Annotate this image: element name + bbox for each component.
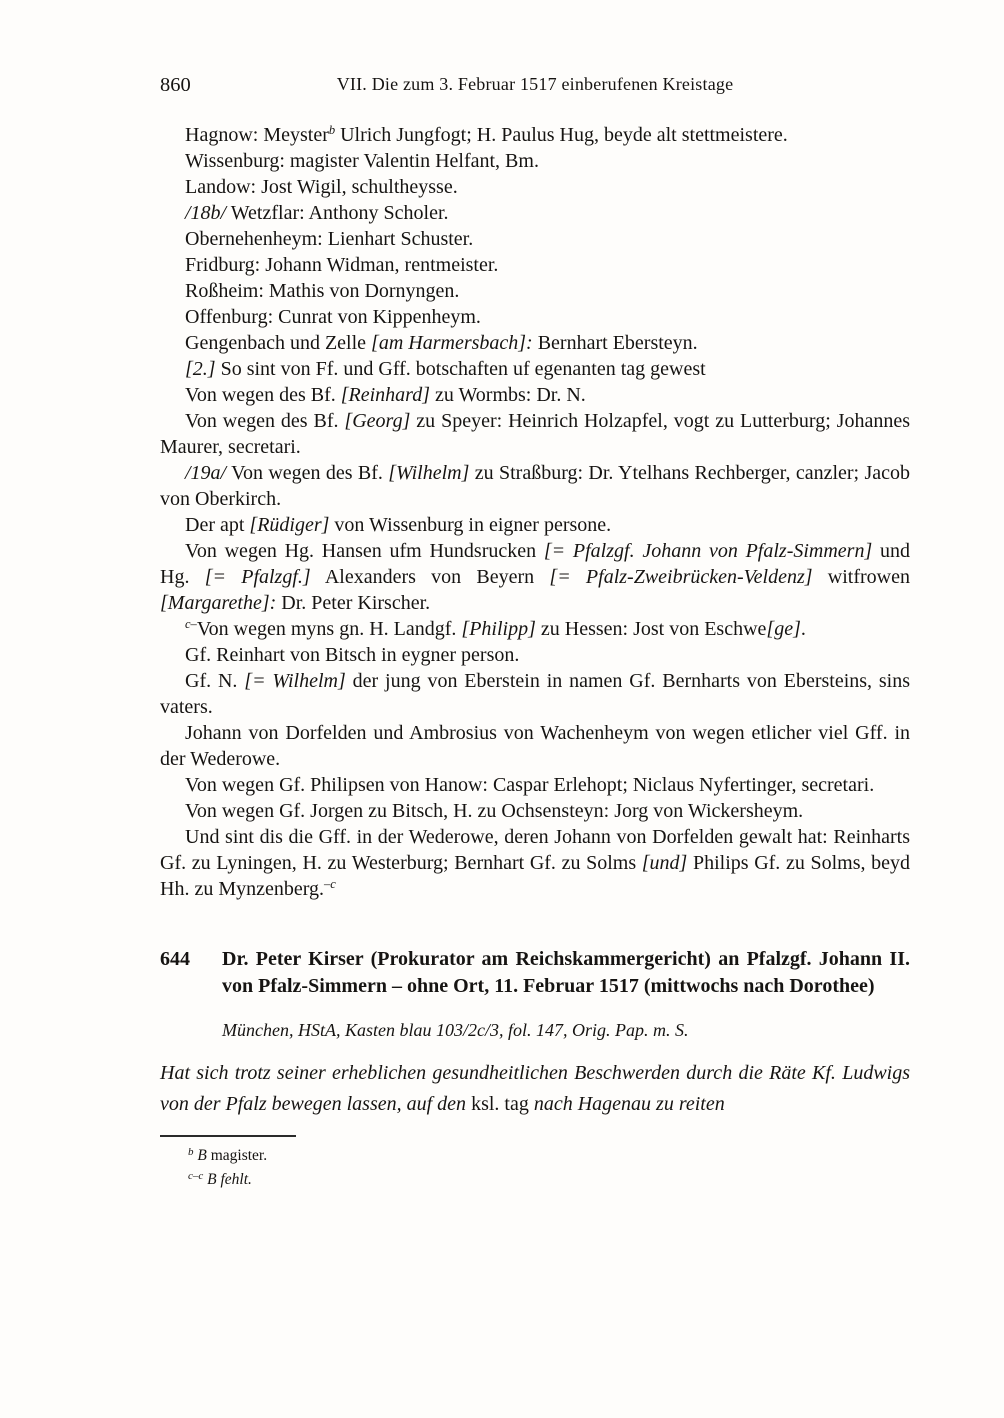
text-segment: Alexanders von Beyern [310, 566, 550, 588]
text-segment: Johann von Dorfelden und Ambrosius von Wachenheym von wegen etlicher viel Gff. in der Wederowe. [160, 722, 910, 770]
text-segment: Hagnow: Meyster [185, 124, 329, 146]
footnote-list [160, 1144, 910, 1192]
text-segment: B [197, 1147, 207, 1164]
text-segment: So sint von Ff. und Gff. botschaften uf egenanten tag gewest [215, 358, 706, 380]
entry-title: Dr. Peter Kirser (Prokurator am Reichskammergericht) an Pfalzgf. Johann II. von Pfalz-Simmern – ohne Ort, 11. Februar 1517 (mittwochs nach Dorothee) [222, 948, 910, 997]
paragraph [160, 772, 910, 798]
text-segment: magister. [206, 1147, 268, 1164]
text-segment: /19a/ [185, 462, 227, 484]
text-segment: Von wegen des Bf. [185, 410, 345, 432]
text-segment: [ge] [766, 618, 801, 640]
paragraph [160, 824, 910, 902]
text-segment: und Hg. [160, 540, 911, 588]
paragraph [160, 200, 910, 226]
text-segment: [= Pfalzgf.] [204, 566, 311, 588]
text-segment: Wetzflar: Anthony Scholer. [226, 202, 449, 224]
paragraph [160, 148, 910, 174]
paragraph [160, 512, 910, 538]
text-segment: Landow: Jost Wigil, schultheysse. [185, 176, 458, 198]
entry-summary [160, 1058, 910, 1120]
text-segment: [2.] [185, 358, 216, 380]
text-segment: Offenburg: Cunrat von Kippenheym. [185, 306, 481, 328]
text-segment: [= Wilhelm] [244, 670, 346, 692]
page-number: 860 [160, 74, 191, 96]
footnote-marker: b [188, 1146, 194, 1158]
text-segment: Von wegen des Bf. [185, 384, 341, 406]
footnote [188, 1168, 910, 1192]
text-segment: Fridburg: Johann Widman, rentmeister. [185, 254, 499, 276]
text-segment: [Rüdiger] [249, 514, 330, 536]
paragraph [160, 278, 910, 304]
entry-number: 644 [160, 948, 190, 970]
text-segment: Gf. Reinhart von Bitsch in eygner person. [185, 644, 520, 666]
text-segment: [am Harmersbach]: [371, 332, 533, 354]
text-segment: [Philipp] [461, 618, 536, 640]
text-segment: [Margarethe]: [160, 592, 277, 614]
text-segment: [= Pfalz-Zweibrücken-Veldenz] [549, 566, 813, 588]
footnotes-section [160, 1135, 910, 1192]
paragraph [160, 252, 910, 278]
body-text [160, 122, 910, 902]
paragraph [160, 330, 910, 356]
text-segment: . [800, 618, 806, 640]
footnote-marker: c–c [188, 1170, 204, 1182]
entry-source-citation: München, HStA, Kasten blau 103/2c/3, fol. 147, Orig. Pap. m. S. [222, 1020, 689, 1040]
page-header [160, 74, 910, 102]
text-segment: Obernehenheym: Lienhart Schuster. [185, 228, 474, 250]
footnote-ref: b [328, 123, 336, 137]
paragraph [160, 304, 910, 330]
text-segment: zu Hessen: Jost von Eschwe [535, 618, 767, 640]
paragraph [160, 720, 910, 772]
text-segment: ksl. tag [471, 1093, 534, 1115]
entry-heading [160, 946, 910, 1000]
text-segment: Gf. N. [185, 670, 245, 692]
text-segment: Dr. Peter Kirscher. [276, 592, 431, 614]
paragraph [160, 174, 910, 200]
text-segment: Bernhart Ebersteyn. [532, 332, 698, 354]
paragraph [160, 668, 910, 720]
paragraph [160, 642, 910, 668]
text-segment: zu Wormbs: Dr. N. [430, 384, 586, 406]
footnote-ref: c– [185, 617, 197, 631]
text-segment: witfrowen [812, 566, 911, 588]
text-segment: Von wegen myns gn. H. Landgf. [196, 618, 462, 640]
text-segment: [Reinhard] [340, 384, 430, 406]
text-segment: Von wegen des Bf. [226, 462, 389, 484]
text-segment: Wissenburg: magister Valentin Helfant, Bm. [185, 150, 539, 172]
paragraph [160, 408, 910, 460]
paragraph [160, 616, 910, 642]
text-segment: Und sint dis die Gff. in der Wederowe, deren Johann von Dorfelden gewalt hat: Reinharts Gf. zu Lyningen, H. zu Westerburg; Bernhart Gf. zu Solms [160, 826, 910, 874]
text-segment: [Wilhelm] [388, 462, 470, 484]
text-segment: Von wegen Gf. Philipsen von Hanow: Caspar Erlehopt; Niclaus Nyfertinger, secretari. [185, 774, 875, 796]
paragraph [160, 356, 910, 382]
text-segment: [= Pfalzgf. Johann von Pfalz-Simmern] [543, 540, 873, 562]
running-header-title: VII. Die zum 3. Februar 1517 einberufenen Kreistage [336, 74, 734, 94]
text-segment: B fehlt. [207, 1171, 252, 1188]
text-segment: Hat sich trotz seiner erheblichen gesundheitlichen Beschwerden durch die Räte Kf. Ludwigs von der Pfalz bewegen lassen, auf den [160, 1062, 910, 1115]
text-segment: Gengenbach und Zelle [185, 332, 372, 354]
footnote [188, 1144, 910, 1168]
footnote-ref: –c [324, 877, 336, 891]
paragraph [160, 382, 910, 408]
paragraph [160, 226, 910, 252]
text-segment: /18b/ [185, 202, 227, 224]
paragraph [160, 460, 910, 512]
footnote-separator [160, 1135, 296, 1137]
text-segment: Von wegen Hg. Hansen ufm Hundsrucken [185, 540, 544, 562]
text-segment: [und] [641, 852, 688, 874]
paragraph [160, 538, 910, 616]
text-segment: zu Straßburg: Dr. Ytelhans Rechberger, canzler; Jacob von Oberkirch. [160, 462, 910, 510]
text-segment: [Georg] [344, 410, 411, 432]
entry-644 [160, 946, 910, 1120]
text-segment: der jung von Eberstein in namen Gf. Bernharts von Ebersteins, sins vaters. [160, 670, 911, 718]
text-segment: Ulrich Jungfogt; H. Paulus Hug, beyde alt stettmeistere. [335, 124, 788, 146]
text-segment: von Wissenburg in eigner persone. [329, 514, 612, 536]
paragraph [160, 122, 910, 148]
text-segment: Roßheim: Mathis von Dornyngen. [185, 280, 460, 302]
paragraph [160, 798, 910, 824]
text-segment: Der apt [185, 514, 250, 536]
text-segment: Philips Gf. zu Solms, beyd Hh. zu Mynzenberg. [160, 852, 911, 900]
text-segment: zu Speyer: Heinrich Holzapfel, vogt zu Lutterburg; Johannes Maurer, secretari. [160, 410, 910, 458]
text-segment: nach Hagenau zu reiten [533, 1093, 725, 1115]
text-segment: Von wegen Gf. Jorgen zu Bitsch, H. zu Ochsensteyn: Jorg von Wickersheym. [185, 800, 804, 822]
